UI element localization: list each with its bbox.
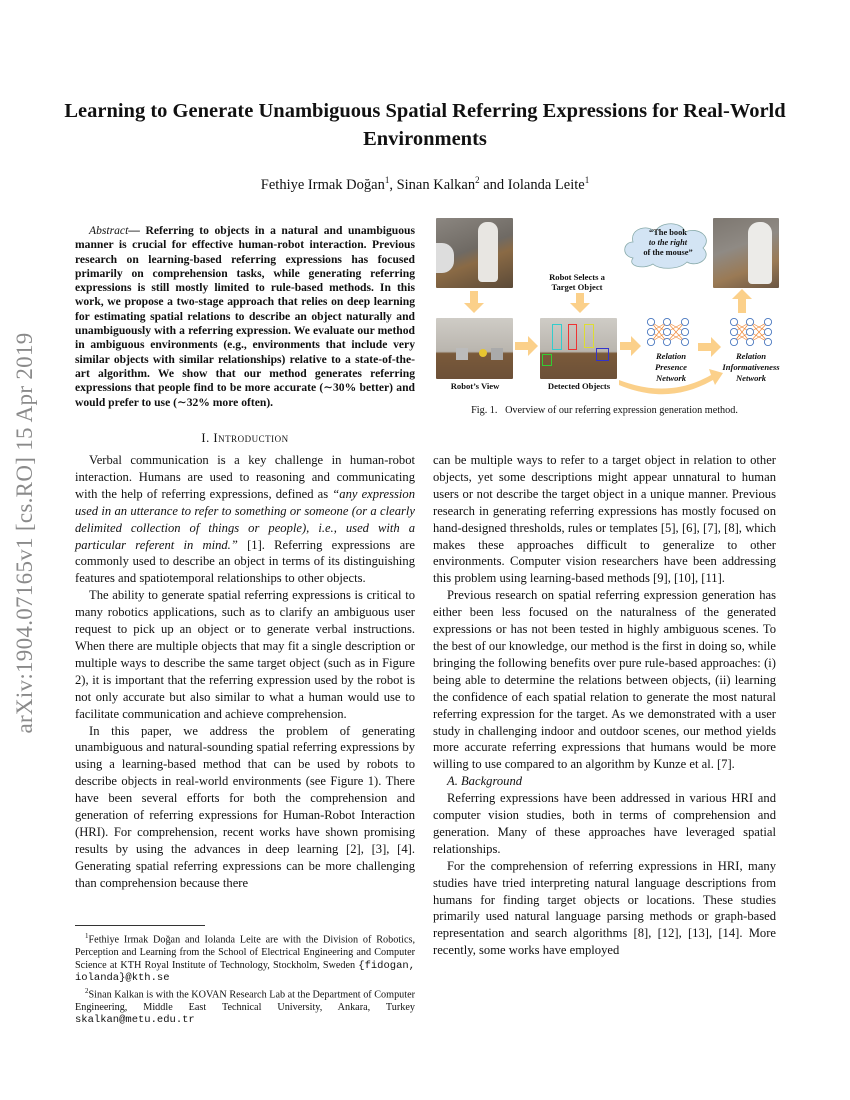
paragraph: The ability to generate spatial referring expressions is critical to many robotics applications, such as to clarify an ambiguous user request to pick up an object or to generate verbal instructions. When there are multiple objects that may fit a single description or multiple ways to describe the same target object (such as in Figure 2), it is important that the referring expression used by the robot is not only accurate but also similar to what a human would use to facilitate communication and achieve comprehension. <box>75 588 415 721</box>
cloud-line: of the mouse” <box>643 248 693 257</box>
quoted-definition: “any expression used in an utterance to refer to something or someone (or a clearly delimited collection of things or people), i.e., used with a particular referent in mind.” <box>75 486 415 552</box>
paragraph: For the comprehension of referring expressions in HRI, many studies have tried interpreting natural language descriptions from humans for finding target objects or locations. These studies primarily used natural language parsing methods or graph-based representation and search algorithms [8], [12], [13], [14]. More recently, some works have employed <box>433 858 776 958</box>
robots-view-photo <box>436 318 513 379</box>
cloud-line: “The book <box>649 228 687 237</box>
abstract-dash: — <box>128 224 146 237</box>
detected-objects-label: Detected Objects <box>547 381 611 391</box>
relation-presence-label: Relation Presence Network <box>655 351 687 383</box>
separator: and <box>479 176 508 193</box>
separator: , <box>389 176 397 193</box>
author-name: Sinan Kalkan <box>396 176 476 193</box>
paragraph-text: Verbal communication is a key challenge in human-robot interaction. Humans are used to reasoning and communicating with the help of referring expressions, defined as <box>75 453 415 501</box>
relation-informativeness-label: Relation Informativeness Network <box>722 351 780 383</box>
author-name: Fethiye Irmak Doğan <box>260 176 385 193</box>
abstract <box>75 224 415 410</box>
footnote-mark: 1 <box>85 932 89 940</box>
right-column-body <box>433 452 776 959</box>
arxiv-stamp: arXiv:1904.07165v1 [cs.RO] 15 Apr 2019 <box>12 332 37 734</box>
neural-network-icon <box>728 317 776 347</box>
footnote-text: Sinan Kalkan is with the KOVAN Research Lab at the Department of Computer Engineering, Middle East Technical University, Ankara, Turkey <box>75 989 415 1013</box>
footnote <box>75 930 415 985</box>
arrow-down-icon <box>464 291 484 313</box>
paragraph <box>75 452 415 587</box>
arrow-up-icon <box>732 289 752 313</box>
left-column-body <box>75 452 415 892</box>
paragraph: Referring expressions have been addressed in various HRI and computer vision studies, both in terms of comprehension and generation. Many of these approaches have leveraged spatial relationships. <box>433 791 776 856</box>
affiliation-mark: 2 <box>475 175 480 185</box>
affiliation-mark: 1 <box>584 175 590 185</box>
paragraph-text: [1]. Referring expressions are commonly used to describe an object in terms of its distinguishing features and spatiotemporal relationships to other objects. <box>75 537 415 586</box>
author-name: Iolanda Leite <box>507 176 585 193</box>
author-list <box>60 175 790 194</box>
arrow-right-icon <box>620 336 641 356</box>
abstract-label: Abstract <box>89 224 129 237</box>
arrow-down-icon <box>570 293 590 313</box>
figure-1 <box>433 215 778 395</box>
footnote-rule <box>75 925 205 926</box>
footnotes <box>75 930 415 1027</box>
footnote <box>75 985 415 1027</box>
abstract-text: Referring to objects in a natural and unambiguous manner is crucial for effective human-robot interaction. Previous research on learning-based referring expressions has focused primarily on comprehension tasks, while generating referring expressions is still mostly limited to rule-based methods. In this work, we propose a two-stage approach that relies on deep learning for estimating spatial relations to describe an object naturally and unambiguously with a referring expression. We evaluate our method in ambiguous environments (e.g., environments that include very similar objects with similar relationships) relative to a state-of-the-art algorithm. We show that our method generates referring expressions that people find to be more accurate (∼30% better) and would prefer to use (∼32% more often). <box>75 224 415 409</box>
paragraph: In this paper, we address the problem of generating unambiguous and natural-sounding spatial referring expressions by using a learning-based method that can be used by robots to describe objects in real-world environments (see Figure 1). There have been several efforts for both the comprehension and generation of referring expressions for Human-Robot Interaction (HRI). For comprehension, recent works have shown promising results by using the advances in deep learning [2], [3], [4]. Generating spatial referring expressions can be more challenging than comprehension because there <box>75 723 415 890</box>
arrow-right-icon <box>515 336 538 356</box>
affiliation-mark: 1 <box>384 175 390 185</box>
detected-objects-photo <box>540 318 617 379</box>
email-link[interactable]: skalkan@metu.edu.tr <box>75 1014 195 1027</box>
email-link[interactable]: {fidogan, iolanda}@kth.se <box>75 959 415 985</box>
footnote-text: Fethiye Irmak Doğan and Iolanda Leite are with the Division of Robotics, Perception and Learning from the School of Electrical Engineering and Computer Science at KTH Royal Institute of Technology, Stockholm, Sweden <box>75 934 415 971</box>
paragraph: can be multiple ways to refer to a target object in relation to other objects, yet some descriptions might appear unnatural to human users or not describe the target object in a unique manner. Previous research in generating referring expressions has mostly focused on hand-designed thresholds, rules or templates [5], [6], [7], [8], which makes these approaches difficult to generalize to other environments. Computer vision researchers have been addressing this problem using learning-based methods [9], [10], [11]. <box>433 453 776 586</box>
neural-network-icon <box>645 317 693 347</box>
paper-title: Learning to Generate Unambiguous Spatial Referring Expressions for Real-World Environments <box>64 100 786 150</box>
section-heading-introduction: I. Introduction <box>201 431 289 445</box>
footnote-mark: 2 <box>85 986 89 995</box>
robots-view-label: Robot’s View <box>450 381 500 391</box>
paragraph: Previous research on spatial referring expression generation has either been less focused on the naturalness of the generated expressions or has not been tested in highly ambiguous scenes. To the best of our knowledge, our method is the first in doing so, while bringing the following benefits over pure rule-based approaches: (i) being able to determine the relations between objects, (ii) learning the confidence of each spatial relation to generate the most natural referring expression for the target. As we demonstrated with a user study in challenging indoor and outdoor scenes, our method yields more accurate referring expressions that humans would be more willing to use compared to an algorithm by Kunze et al. [7]. <box>433 588 776 772</box>
cloud-line: to the right <box>648 238 688 247</box>
subsection-heading-background: A. Background <box>447 774 523 789</box>
figure-caption: Fig. 1. Overview of our referring expression generation method. <box>471 405 738 416</box>
robot-selects-label: Robot Selects a Target Object <box>549 272 605 292</box>
